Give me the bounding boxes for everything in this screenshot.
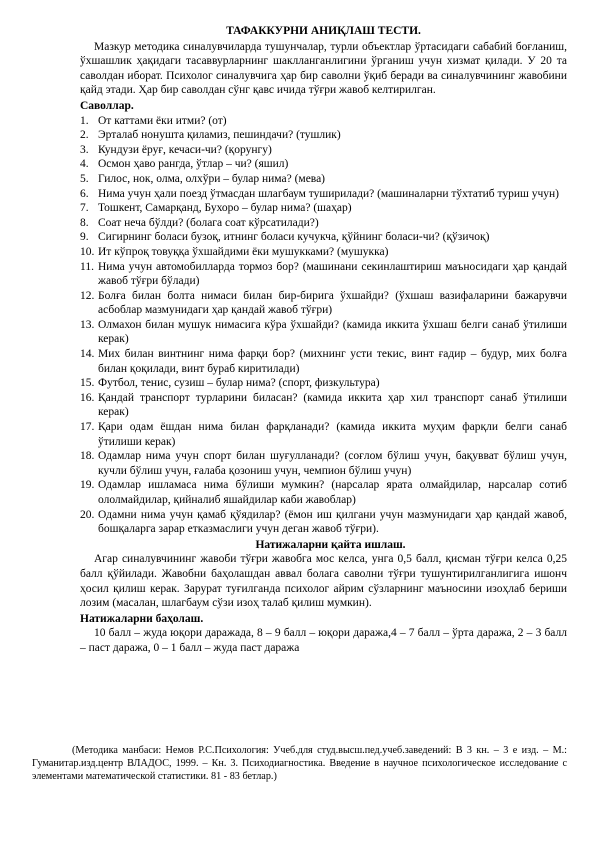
question-text: Одамни нима учун қамаб қўядилар? (ёмон иш қилгани учун мазмунидаги ҳар қандай жавоб, бошқаларга зарар етказмаслиги учун деган жавоб тўғри). [98, 508, 567, 536]
question-text: Нима учун автомобилларда тормоз бор? (машинани секинлаштириш маъносидаги ҳар қандай жавоб тўғри бўлади) [98, 260, 567, 288]
question-text: Футбол, тенис, сузиш – булар нима? (спорт, физкультура) [98, 377, 380, 390]
question-number: 6. [80, 187, 89, 200]
question-item [80, 449, 567, 478]
question-item [80, 114, 567, 129]
intro-paragraph: Мазкур методика синалувчиларда тушунчалар, турли объектлар ўртасидаги сабабий боғланиш, ўхшашлик ҳақидаги тасаввурларнинг шаклланганлигини ўрганиш учун хизмат қилади. У 20 та саволдан иборат. Психолог синалувчига ҳар бир саволни ўқиб беради ва синалувчининг жавобини қайд этади. Ҳар бир саволдан сўнг қавс ичида тўғри жавоб келтирилган. [80, 40, 567, 97]
processing-paragraph: Агар синалувчининг жавоби тўғри жавобга мос келса, унга 0,5 балл, қисман тўғри келса 0,25 балл қўйилади. Жавобни баҳолашдан аввал болага саволни тўғри тушунтирилганлигига ишонч ҳосил қилиш керак. Зарурат туғилганда психолог айрим сўзларнинг маъносини изоҳлаб бериши лозим (масалан, шлагбаум сўзи изоҳ талаб қилиш мумкин). [80, 553, 567, 610]
question-number: 1. [80, 114, 89, 127]
question-text: Эрталаб нонушта қиламиз, пешиндачи? (тушлик) [98, 129, 341, 142]
question-item [80, 478, 567, 507]
question-number: 15. [80, 377, 95, 390]
evaluation-heading: Натижаларни баҳолаш. [80, 612, 204, 625]
question-number: 7. [80, 202, 89, 215]
question-number: 8. [80, 216, 89, 229]
source-footnote: (Методика манбаси: Немов Р.С.Психология: Учеб.для студ.высш.пед.учеб.заведений: В 3 кн. – 3 е изд. – М.: Гуманитар.изд.центр ВЛАДОС, 1999. – Кн. 3. Психодиагностика. Введение в научное психологическое исследование с элементами математической статистики. 81 - 83 бетлар.) [32, 745, 567, 782]
question-text: Нима учун ҳали поезд ўтмасдан шлагбаум туширилади? (машиналарни тўхтатиб туриш учун) [98, 187, 560, 200]
question-item [80, 201, 567, 216]
question-text: Гилос, нок, олма, олхўри – булар нима? (мева) [98, 172, 326, 185]
question-text: Қандай транспорт турларини биласан? (камида иккита ҳар хил транспорт санаб ўтилиши керак) [98, 391, 567, 419]
page-title: ТАФАККУРНИ АНИҚЛАШ ТЕСТИ. [226, 25, 421, 37]
question-number: 2. [80, 129, 89, 142]
question-text: Одамлар ишламаса нима бўлиши мумкин? (нарсалар ярата олмайдилар, нарсалар сотиб ололмайдилар, қийналиб яшайдилар каби жавоблар) [98, 479, 567, 506]
question-number: 14. [80, 348, 95, 361]
question-item [80, 230, 567, 245]
document-page [80, 24, 567, 656]
question-item [80, 143, 567, 158]
question-item [80, 508, 567, 537]
question-number: 13. [80, 318, 95, 331]
question-item [80, 318, 567, 347]
question-number: 12. [80, 289, 95, 302]
question-number: 4. [80, 158, 89, 171]
question-text: Олмахон билан мушук нимасига кўра ўхшайди? (камида иккита ўхшаш белги санаб ўтилиши керак) [98, 318, 567, 346]
question-item [80, 157, 567, 172]
question-item [80, 420, 567, 449]
evaluation-paragraph: 10 балл – жуда юқори даражада, 8 – 9 балл – юқори даража,4 – 7 балл – ўрта даража, 2 – 3 балл – паст даража, 0 – 1 балл – жуда паст даража [80, 627, 567, 654]
question-number: 17. [80, 421, 95, 434]
question-item [80, 391, 567, 420]
question-text: Кундузи ёруғ, кечаси-чи? (қорунгу) [98, 143, 272, 156]
question-number: 20. [80, 508, 95, 521]
question-item [80, 128, 567, 143]
question-text: От каттами ёки итми? (от) [98, 114, 227, 127]
question-item [80, 172, 567, 187]
question-text: Ит кўпроқ товуққа ўхшайдими ёки мушукками? (мушукка) [98, 245, 389, 258]
questions-list [80, 114, 567, 537]
question-item [80, 260, 567, 289]
question-text: Қари одам ёшдан нима билан фарқланади? (камида иккита муҳим фарқли белги санаб ўтилиши керак) [98, 421, 567, 448]
question-text: Соат неча бўлди? (болага соат кўрсатилади?) [98, 216, 319, 229]
question-text: Болға билан болта нимаси билан бир-бирига ўхшайди? (ўхшаш вазифаларини бажарувчи асбоблар мазмунидаги ҳар қандай жавоб тўғри) [98, 289, 567, 317]
question-number: 5. [80, 172, 89, 185]
question-text: Мих билан винтнинг нима фарқи бор? (михнинг усти текис, винт ғадир – будур, мих болға билан қоқилади, винт бураб киритилади) [98, 348, 567, 375]
question-number: 3. [80, 143, 89, 156]
question-item [80, 245, 567, 260]
processing-heading: Натижаларни қайта ишлаш. [255, 538, 406, 551]
question-item [80, 216, 567, 231]
question-item [80, 289, 567, 318]
question-number: 9. [80, 231, 89, 244]
question-number: 18. [80, 450, 95, 463]
question-text: Сигирнинг боласи бузоқ, итнинг боласи кучукча, қўйнинг боласи-чи? (қўзичоқ) [98, 231, 490, 244]
question-text: Одамлар нима учун спорт билан шуғулланади? (соғлом бўлиш учун, бақувват бўлиш учун, кучли бўлиш учун, ғалаба қозониш учун, чемпион бўлиш учун) [98, 450, 567, 477]
question-number: 11. [80, 260, 94, 273]
question-item [80, 347, 567, 376]
question-item [80, 376, 567, 391]
question-number: 16. [80, 391, 95, 404]
question-number: 19. [80, 479, 95, 492]
questions-heading: Саволлар. [80, 99, 134, 112]
question-text: Тошкент, Самарқанд, Бухоро – булар нима? (шаҳар) [98, 202, 352, 215]
question-item [80, 187, 567, 202]
question-text: Осмон ҳаво рангда, ўтлар – чи? (яшил) [98, 158, 289, 171]
question-number: 10. [80, 245, 95, 258]
